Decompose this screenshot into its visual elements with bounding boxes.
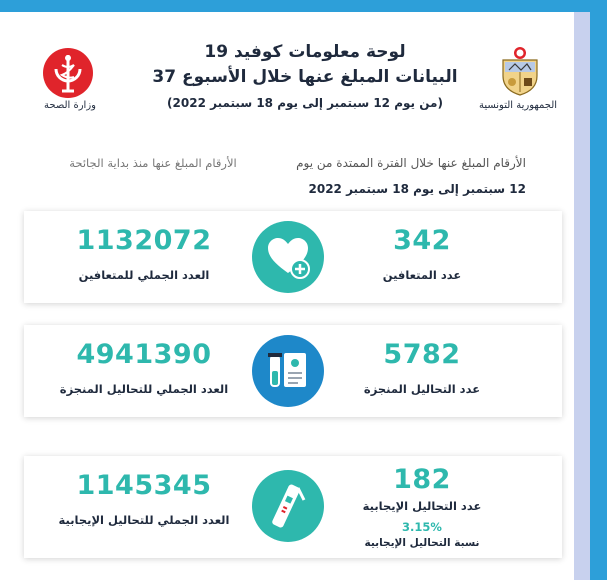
weekly-tests-value: 5782 — [383, 339, 461, 370]
total-positive-label: العدد الجملي للتحاليل الإيجابية — [58, 513, 230, 527]
dashboard-title: لوحة معلومات كوفيد 19 — [204, 42, 406, 62]
dashboard-sheet — [0, 12, 574, 580]
side-band — [574, 12, 590, 580]
dashboard-subtitle: البيانات المبلغ عنها خلال الأسبوع 37 — [152, 67, 458, 87]
heart-plus-icon — [252, 221, 324, 293]
total-positive-value: 1145345 — [76, 470, 212, 501]
weekly-column-heading — [226, 150, 526, 202]
total-recovered-value: 1132072 — [76, 225, 212, 256]
republic-label: الجمهورية التونسية — [478, 100, 558, 111]
tunisia-coat-of-arms-icon — [497, 46, 543, 96]
total-recovered-label: العدد الجملي للمتعافين — [78, 268, 210, 282]
weekly-recovered-value: 342 — [393, 225, 451, 256]
date-range: (من يوم 12 سبتمبر إلى يوم 18 سبتمبر 2022) — [167, 96, 443, 110]
total-tests-value: 4941390 — [76, 339, 212, 370]
lab-test-icon — [252, 335, 324, 407]
total-column-heading: الأرقام المبلغ عنها منذ بداية الجائحة — [69, 156, 237, 170]
health-ministry-logo-icon — [42, 47, 94, 99]
tests-card — [24, 325, 562, 417]
recovered-card — [24, 211, 562, 303]
ministry-label: وزارة الصحة — [44, 100, 96, 111]
total-tests-label: العدد الجملي للتحاليل المنجزة — [59, 382, 229, 396]
weekly-heading-line1: الأرقام المبلغ عنها خلال الفترة الممتدة من يوم — [296, 156, 526, 170]
positive-card — [24, 456, 562, 558]
positivity-rate-value: 3.15% — [402, 520, 442, 534]
rapid-test-icon — [252, 470, 324, 542]
positivity-rate-label: نسبة التحاليل الإيجابية — [364, 537, 480, 549]
weekly-tests-label: عدد التحاليل المنجزة — [363, 382, 481, 396]
weekly-positive-label: عدد التحاليل الإيجابية — [362, 499, 482, 513]
weekly-positive-value: 182 — [393, 464, 451, 495]
weekly-heading-line2: 12 سبتمبر إلى يوم 18 سبتمبر 2022 — [308, 182, 526, 196]
weekly-recovered-label: عدد المتعافين — [382, 268, 462, 282]
